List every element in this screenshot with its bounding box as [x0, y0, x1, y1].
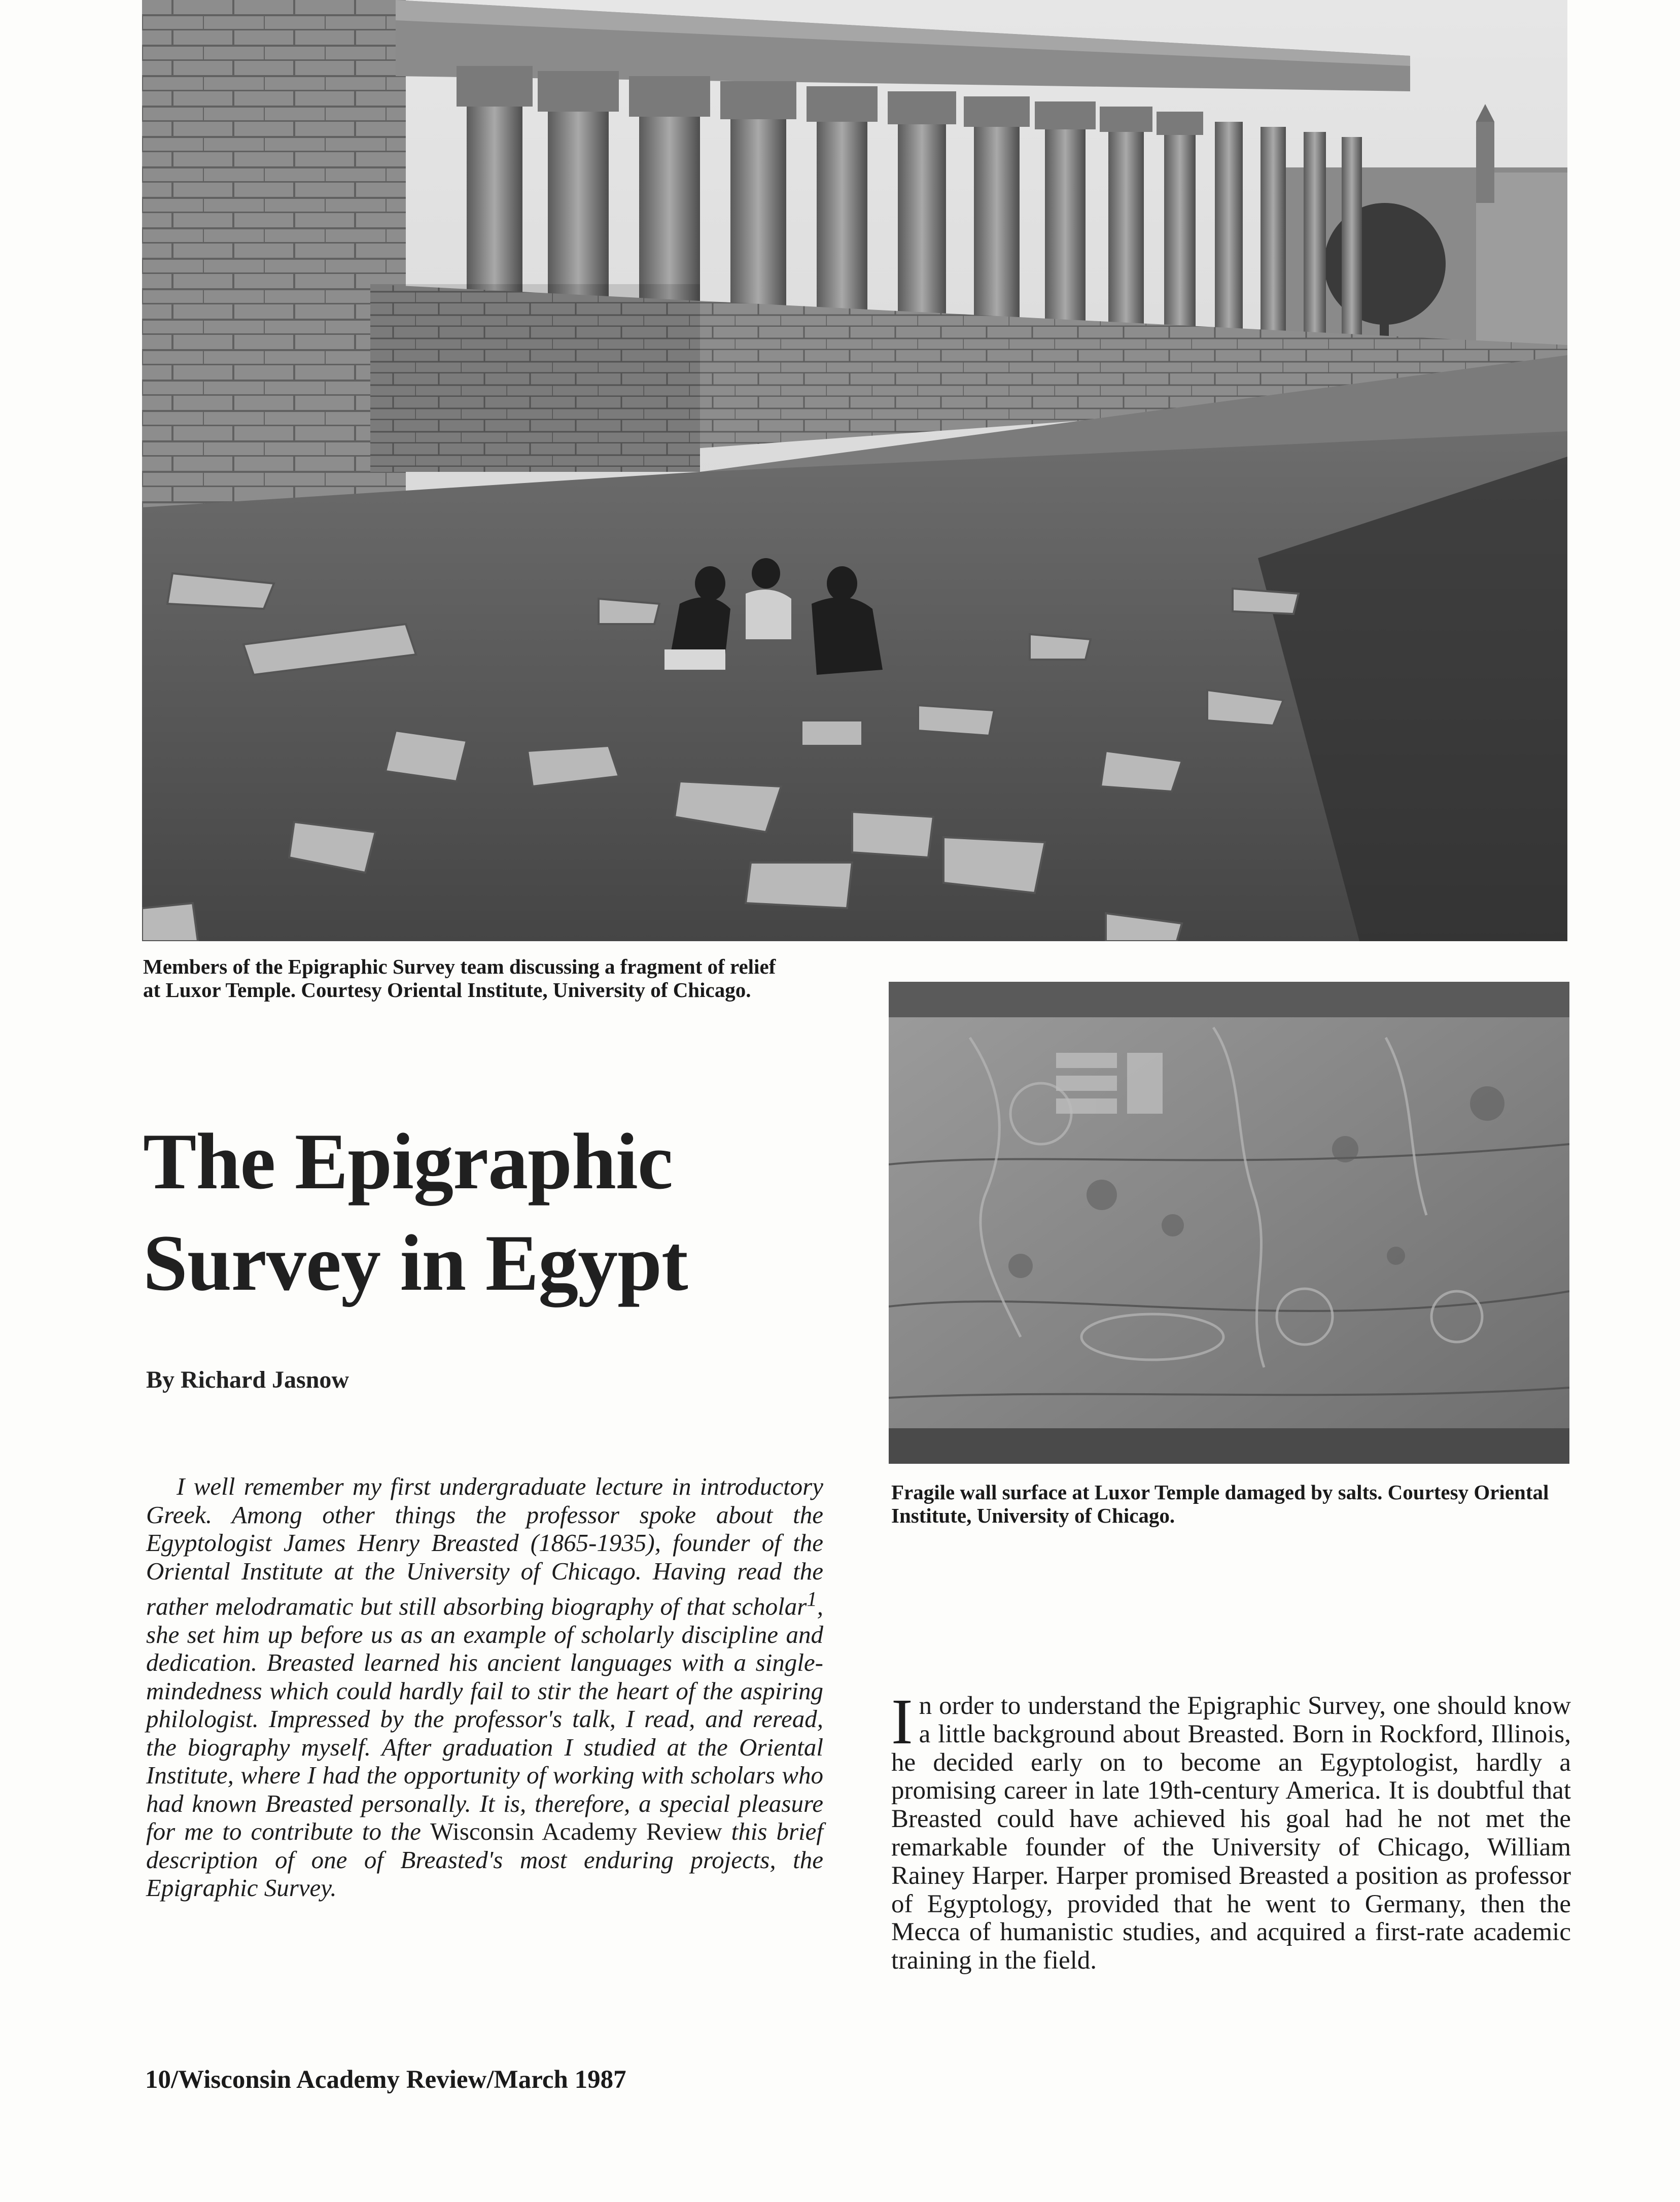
wall-relief-photo [889, 982, 1569, 1464]
intro-text-part3: this brief description of one of Breasted's most enduring projects, the Epigraphic Survey. [146, 1817, 823, 1902]
intro-text-part1: I well remember my first undergraduate lecture in introductory Greek. Among other things the professor spoke about the Egyptologist James Henry Breasted (1865-1935), founder of the Oriental Institute at the University of Chicago. Having read the rather melodramatic but still absorbing biography of that scholar [146, 1472, 823, 1621]
relief-photo-caption: Fragile wall surface at Luxor Temple damaged by salts. Courtesy Oriental Institute, University of Chicago. [891, 1481, 1549, 1527]
luxor-temple-photo [142, 0, 1567, 941]
wall-relief-illustration [889, 982, 1569, 1464]
title-line-1: The Epigraphic [143, 1117, 673, 1206]
top-photo-caption: Members of the Epigraphic Survey team discussing a fragment of relief at Luxor Temple. Courtesy Oriental Institute, University of Chicago. [143, 955, 776, 1002]
body-text: n order to understand the Epigraphic Survey, one should know a little background about Breasted. Born in Rockford, Illinois, he decided early on to become an Egyptologist, hardly a promising career in late 19th-century America. It is doubtful that Breasted could have achieved his goal had he not met the remarkable founder of the University of Chicago, William Rainey Harper. Harper promised Breasted a position as professor of Egyptology, provided that he went to Germany, then the Mecca of humanistic studies, and acquired a first-rate academic training in the field. [891, 1692, 1571, 1975]
luxor-temple-illustration [142, 0, 1567, 941]
footnote-marker: 1 [807, 1588, 817, 1610]
intro-paragraph [146, 1472, 823, 1902]
intro-text-part2: , she set him up before us as an example of scholarly discipline and dedication. Breasted learned his ancient languages with a single-mindedness which could hardly fail to stir the heart of the aspiring philologist. Impressed by the professor's talk, I read, and reread, the biography myself. After graduation I studied at the Oriental Institute, where I had the opportunity of working with scholars who had known Breasted personally. It is, therefore, a special pleasure for me to contribute to the [146, 1592, 823, 1846]
byline: By Richard Jasnow [146, 1366, 349, 1393]
drop-cap: I [891, 1685, 913, 1758]
journal-name: Wisconsin Academy Review [430, 1817, 722, 1846]
body-paragraph [891, 1685, 1571, 1975]
title-line-2: Survey in Egypt [143, 1219, 688, 1308]
page-footer: 10/Wisconsin Academy Review/March 1987 [145, 2066, 626, 2094]
article-title [143, 1111, 853, 1314]
